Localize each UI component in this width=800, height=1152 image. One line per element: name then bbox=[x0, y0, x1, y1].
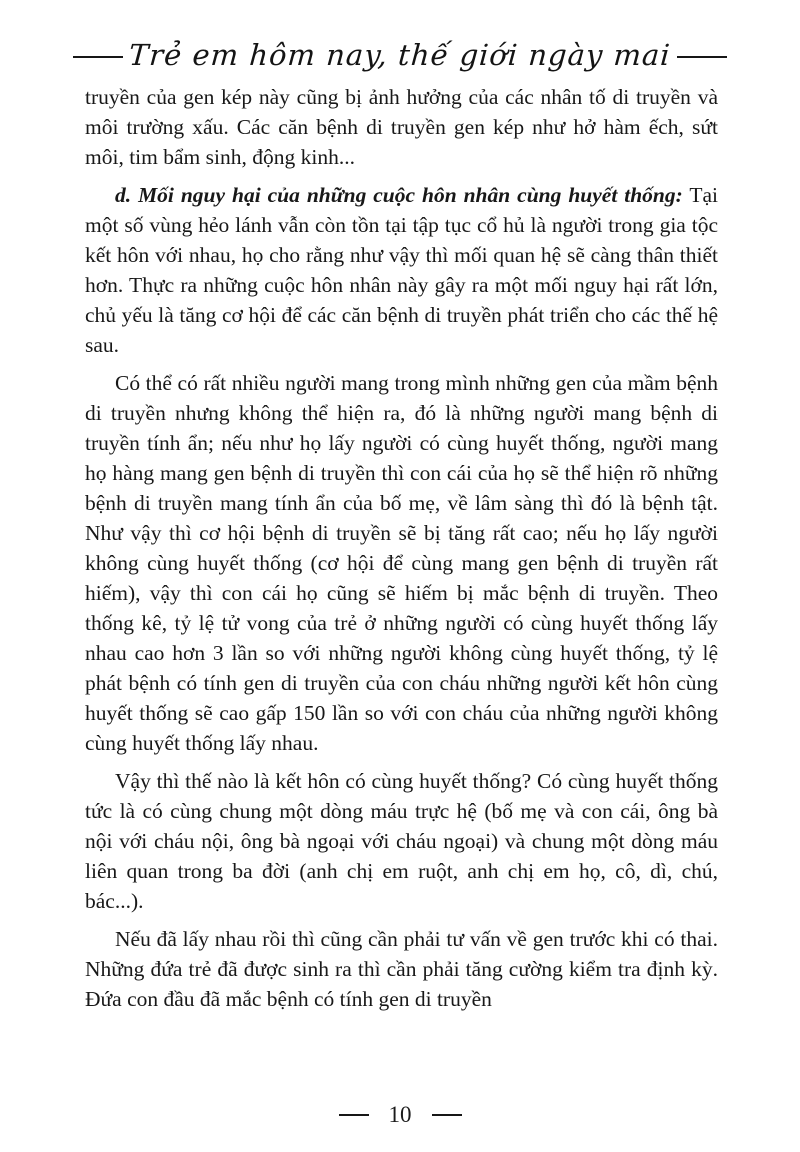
page-footer bbox=[0, 1103, 800, 1126]
paragraph-consanguineous-marriage-text: Tại một số vùng hẻo lánh vẫn còn tồn tại tập tục cổ hủ là người trong gia tộc kết hôn với nhau, họ cho rằng như vậy thì mối quan hệ sẽ càng thân thiết hơn. Thực ra những cuộc hôn nhân này gây ra một mối nguy hại rất lớn, chủ yếu là tăng cơ hội để các căn bệnh di truyền phát triển cho các thế hệ sau. bbox=[85, 183, 719, 357]
paragraph-consanguineous-marriage bbox=[85, 180, 718, 360]
paragraph-gene-counseling-advice: Nếu đã lấy nhau rồi thì cũng cần phải tư vấn về gen trước khi có thai. Những đứa trẻ đã được sinh ra thì cần phải tăng cường kiểm tra định kỳ. Đứa con đầu đã mắc bệnh có tính gen di truyền bbox=[85, 927, 718, 1011]
footer-dash-left bbox=[339, 1114, 369, 1116]
footer-dash-right bbox=[432, 1114, 462, 1116]
paragraph-blood-relation-definition: Vậy thì thế nào là kết hôn có cùng huyết thống? Có cùng huyết thống tức là có cùng chung một dòng máu trực hệ (bố mẹ và con cái, ông bà nội với cháu nội, ông bà ngoại với cháu ngoại) và chung một dòng máu liên quan trong ba đời (anh chị em ruột, anh chị em họ, cô, dì, chú, bác...). bbox=[85, 769, 718, 913]
page-body bbox=[85, 82, 718, 1014]
header-dash-left bbox=[73, 56, 123, 58]
running-header-title: Trẻ em hôm nay, thế giới ngày mai bbox=[127, 38, 673, 72]
paragraph-gene-continuation: truyền của gen kép này cũng bị ảnh hưởng của các nhân tố di truyền và môi trường xấu. Các căn bệnh di truyền gen kép như hở hàm ếch, sứt môi, tim bẩm sinh, động kinh... bbox=[85, 85, 718, 169]
page-number: 10 bbox=[388, 1102, 412, 1127]
section-heading-d: d. Mối nguy hại của những cuộc hôn nhân cùng huyết thống: bbox=[115, 183, 683, 207]
paragraph-recessive-gene-statistics: Có thể có rất nhiều người mang trong mình những gen của mầm bệnh di truyền nhưng không thể hiện ra, đó là những người mang bệnh di truyền tính ẩn; nếu như họ lấy người có cùng huyết thống, người mang họ hàng mang gen bệnh di truyền thì con cái của họ sẽ thể hiện rõ những bệnh di truyền mang tính ẩn của bố mẹ, về lâm sàng thì đó là bệnh tật. Như vậy thì cơ hội bệnh di truyền sẽ bị tăng rất cao; nếu họ lấy người không cùng huyết thống (cơ hội để cùng mang gen bệnh di truyền rất hiếm), vậy thì con cái họ cũng sẽ hiếm bị mắc bệnh di truyền. Theo thống kê, tỷ lệ tử vong của trẻ ở những người có cùng huyết thống lấy nhau cao hơn 3 lần so với những người không cùng huyết thống, tỷ lệ phát bệnh có tính gen di truyền của con cháu những người kết hôn cùng huyết thống sẽ cao gấp 150 lần so với con cháu của những người không cùng huyết thống lấy nhau. bbox=[85, 371, 718, 755]
header-dash-right bbox=[677, 56, 727, 58]
running-header bbox=[0, 0, 800, 72]
